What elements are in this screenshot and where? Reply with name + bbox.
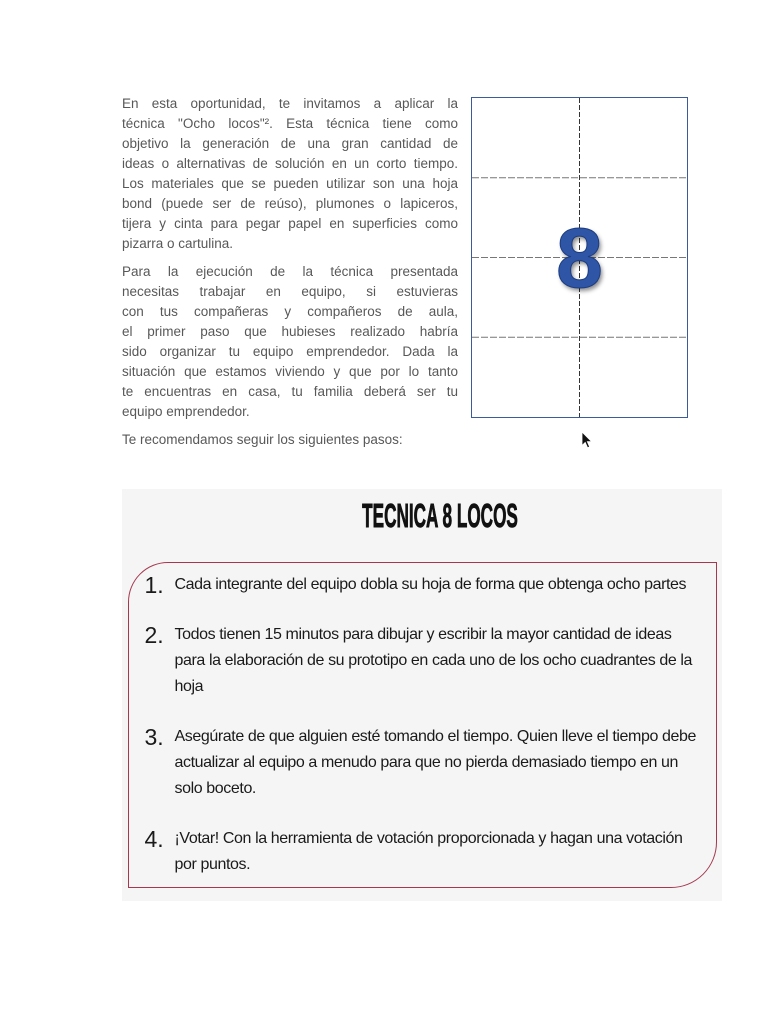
step-text-line: hoja	[174, 677, 204, 695]
mouse-pointer-icon	[581, 431, 593, 449]
step-item	[145, 622, 696, 700]
intro-paragraph-3	[122, 430, 458, 450]
intro-paragraph-1-line: bond (puede ser de reúso), plumones o lapiceros,	[122, 196, 458, 211]
step-text-line: Cada integrante del equipo dobla su hoja de forma que obtenga ocho partes	[174, 575, 687, 593]
steps-list	[145, 572, 696, 902]
intro-paragraph-1-line: técnica "Ocho locos"². Esta técnica tiene como	[122, 116, 458, 131]
figure-digit: 8	[556, 210, 603, 305]
step-item	[145, 572, 696, 598]
intro-paragraph-2	[122, 262, 458, 422]
step-number: 4.	[144, 825, 164, 852]
step-number: 1.	[144, 571, 164, 598]
intro-paragraph-1-line: pizarra o cartulina.	[122, 236, 234, 251]
step-text	[175, 572, 687, 598]
technique-title: TECNICA 8 LOCOS	[362, 497, 518, 534]
step-number: 3.	[144, 723, 164, 750]
intro-paragraph-2-line: sido organizar tu equipo emprendedor. Dada la	[122, 344, 458, 359]
step-item	[145, 724, 696, 802]
intro-paragraph-2-line: el primer paso que hubieses realizado habría	[122, 324, 458, 339]
steps-box	[128, 562, 717, 888]
step-text-line: actualizar al equipo a menudo para que no pierda demasiado tiempo en un	[174, 753, 679, 771]
intro-paragraph-1-line: tijera y cinta para pegar papel en superficies como	[122, 216, 458, 231]
step-text-line: solo boceto.	[174, 779, 256, 797]
intro-paragraph-2-line: con tus compañeras y compañeros de aula,	[122, 304, 458, 319]
intro-paragraph-1-line: objetivo la generación de una gran cantidad de	[122, 136, 458, 151]
intro-paragraph-2-line: equipo emprendedor.	[122, 404, 250, 419]
intro-paragraph-2-line: Para la ejecución de la técnica presentada	[122, 264, 458, 279]
step-number: 2.	[144, 621, 164, 648]
intro-paragraph-2-line: te encuentras en casa, tu familia deberá ser tu	[122, 384, 458, 399]
step-text	[175, 826, 683, 878]
intro-paragraph-1-line: Los materiales que se pueden utilizar son una hoja	[122, 176, 458, 191]
step-text-line: ¡Votar! Con la herramienta de votación proporcionada y hagan una votación	[174, 829, 683, 847]
step-text-line: por puntos.	[174, 855, 251, 873]
intro-paragraph-2-line: situación que estamos viviendo y que por lo tanto	[122, 364, 458, 379]
step-item	[145, 826, 696, 878]
step-text-line: Todos tienen 15 minutos para dibujar y escribir la mayor cantidad de ideas	[174, 625, 672, 643]
intro-text	[122, 94, 458, 458]
intro-paragraph-1-line: En esta oportunidad, te invitamos a aplicar la	[122, 96, 458, 111]
folded-sheet-figure	[471, 97, 688, 418]
intro-paragraph-1	[122, 94, 458, 254]
step-text-line: para la elaboración de su prototipo en cada uno de los ocho cuadrantes de la	[174, 651, 693, 669]
step-text	[175, 724, 696, 802]
step-text-line: Asegúrate de que alguien esté tomando el tiempo. Quien lleve el tiempo debe	[174, 727, 696, 745]
step-text	[175, 622, 693, 700]
intro-paragraph-1-line: ideas o alternativas de solución en un corto tiempo.	[122, 156, 458, 171]
intro-paragraph-3-line: Te recomendamos seguir los siguientes pasos:	[122, 432, 403, 447]
intro-paragraph-2-line: necesitas trabajar en equipo, si estuvieras	[122, 284, 458, 299]
